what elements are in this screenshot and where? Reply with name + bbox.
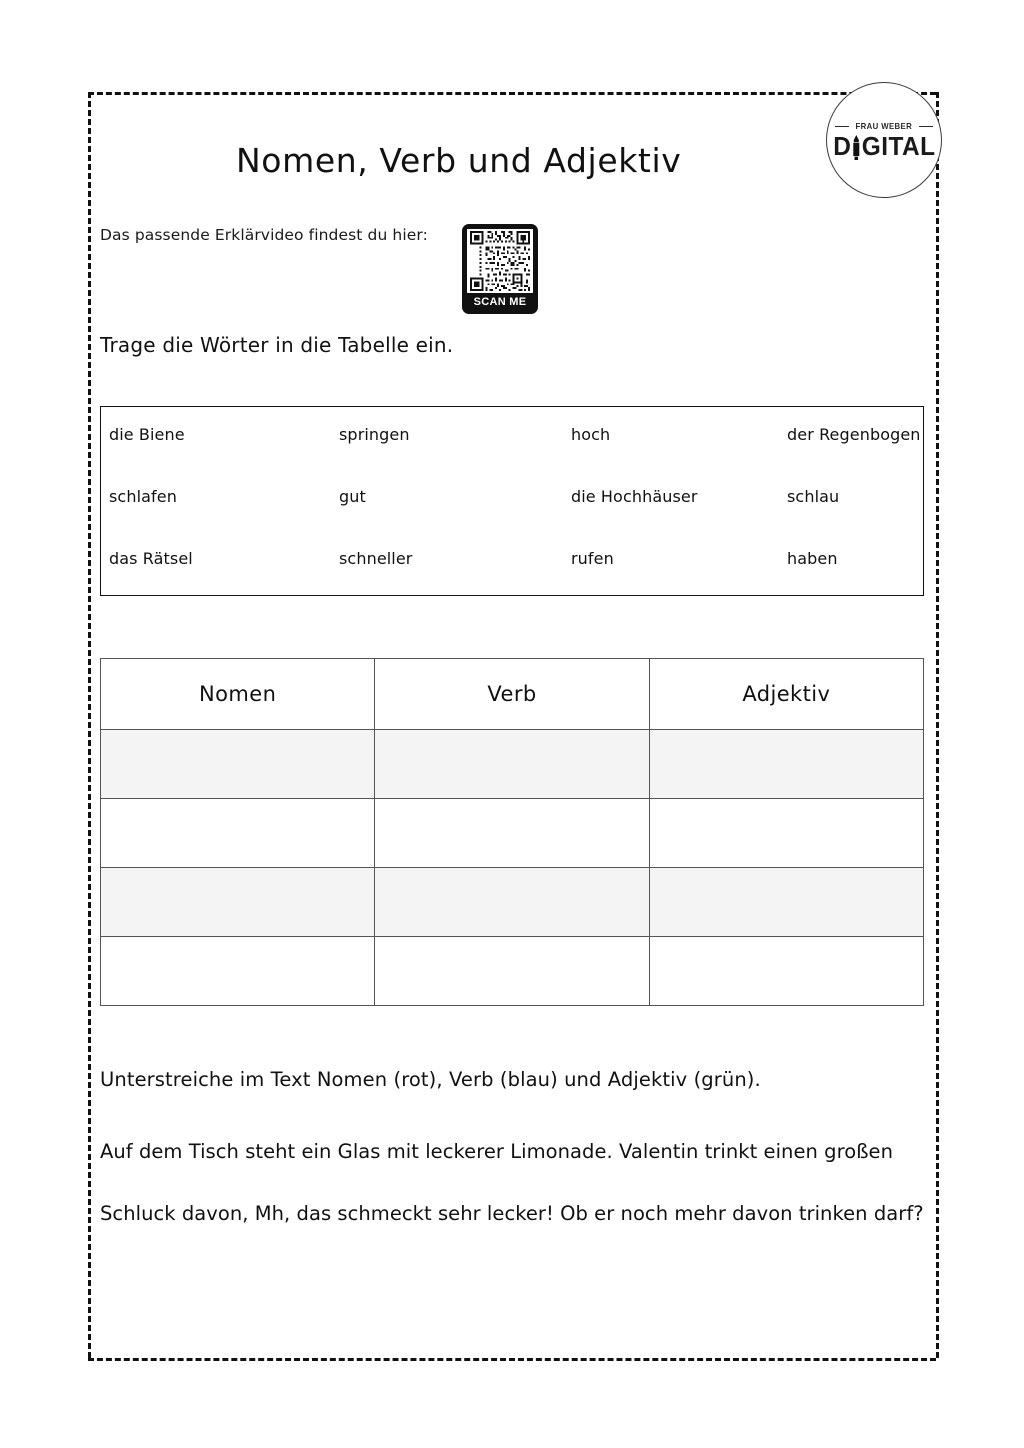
logo-rule-right	[919, 126, 933, 127]
worksheet-border-left	[88, 92, 91, 1358]
task2-instruction: Unterstreiche im Text Nomen (rot), Verb (blau) und Adjektiv (grün).	[100, 1068, 761, 1091]
table-row	[101, 730, 924, 799]
word-chip: gut	[339, 487, 366, 506]
brand-word-after: GITAL	[861, 131, 936, 161]
answer-cell[interactable]	[649, 937, 923, 1006]
word-chip: schlafen	[109, 487, 177, 506]
column-header-adjektiv: Adjektiv	[649, 659, 923, 730]
qr-code-widget[interactable]	[462, 224, 538, 314]
answer-cell[interactable]	[375, 730, 649, 799]
answer-cell[interactable]	[649, 868, 923, 937]
column-header-nomen: Nomen	[101, 659, 375, 730]
logo-rule-left	[835, 126, 849, 127]
worksheet-border-right	[936, 92, 939, 1358]
table-row	[101, 868, 924, 937]
word-bank-box	[100, 406, 924, 596]
brand-logo-top-row	[835, 121, 933, 131]
answer-cell[interactable]	[375, 937, 649, 1006]
word-chip: die Biene	[109, 425, 185, 444]
word-chip: schneller	[339, 549, 413, 568]
word-chip: die Hochhäuser	[571, 487, 698, 506]
brand-wordmark	[833, 133, 935, 159]
brand-word-before: D	[832, 131, 851, 161]
answer-cell[interactable]	[375, 868, 649, 937]
answer-cell[interactable]	[101, 799, 375, 868]
passage-line: Schluck davon, Mh, das schmeckt sehr lecker! Ob er noch mehr davon trinken darf?	[100, 1202, 924, 1225]
qr-scan-label: SCAN ME	[473, 296, 527, 308]
column-header-verb: Verb	[375, 659, 649, 730]
classification-table	[100, 658, 924, 1006]
video-hint-label: Das passende Erklärvideo findest du hier:	[100, 226, 428, 244]
table-row	[101, 937, 924, 1006]
word-chip: das Rätsel	[109, 549, 193, 568]
word-chip: hoch	[571, 425, 611, 444]
answer-cell[interactable]	[101, 730, 375, 799]
task1-instruction: Trage die Wörter in die Tabelle ein.	[100, 333, 454, 357]
word-chip: schlau	[787, 487, 840, 506]
passage-line: Auf dem Tisch steht ein Glas mit leckerer Limonade. Valentin trinkt einen großen	[100, 1140, 893, 1163]
answer-cell[interactable]	[101, 937, 375, 1006]
word-bank-row	[101, 531, 923, 593]
worksheet-border-bottom	[88, 1358, 936, 1361]
answer-cell[interactable]	[649, 799, 923, 868]
brand-top-text: FRAU WEBER	[855, 121, 913, 131]
word-chip: rufen	[571, 549, 614, 568]
brand-logo	[826, 82, 942, 198]
word-chip: springen	[339, 425, 410, 444]
answer-cell[interactable]	[649, 730, 923, 799]
word-bank-row	[101, 469, 923, 531]
word-bank-row	[101, 407, 923, 469]
answer-cell[interactable]	[101, 868, 375, 937]
word-chip: der Regenbogen	[787, 425, 921, 444]
pencil-icon	[852, 135, 860, 160]
table-header-row	[101, 659, 924, 730]
answer-cell[interactable]	[375, 799, 649, 868]
word-chip: haben	[787, 549, 838, 568]
worksheet-border-top	[88, 92, 936, 95]
qr-code-icon	[467, 229, 533, 293]
table-row	[101, 799, 924, 868]
page-title: Nomen, Verb und Adjektiv	[236, 141, 682, 180]
